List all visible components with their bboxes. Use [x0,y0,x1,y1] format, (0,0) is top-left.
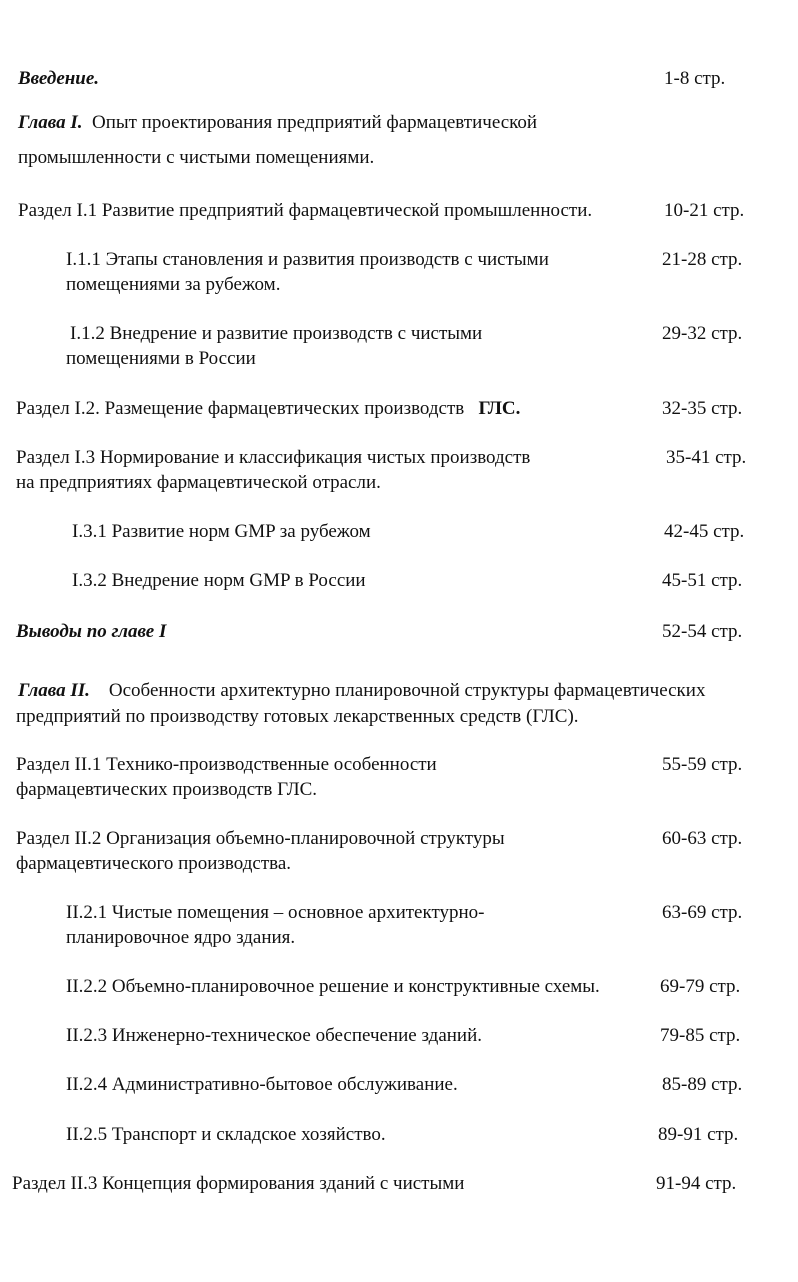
subsection-1-1-1-pages: 21-28 стр. [662,249,743,270]
chapter1-label: Глава I. [18,112,83,133]
chapter2-label: Глава II. [18,680,90,701]
section-1-3-line2: на предприятиях фармацевтической отрасли. [16,472,381,493]
subsection-1-1-2-pages: 29-32 стр. [662,323,743,344]
section-1-2-abbr: ГЛС. [478,398,521,419]
subsection-2-2-1-line2: планировочное ядро здания. [66,927,296,948]
subsection-2-2-2: II.2.2 Объемно-планировочное решение и конструктивные схемы. [66,976,600,997]
section-2-3: Раздел II.3 Концепция формирования зданий с чистыми [12,1173,465,1194]
section-2-3-pages: 91-94 стр. [656,1173,737,1194]
chapter1-title [18,110,537,136]
section-2-1-pages: 55-59 стр. [662,754,743,775]
section-1-1-pages: 10-21 стр. [664,200,745,221]
section-2-1: Раздел II.1 Технико-производственные особенности [16,754,437,775]
subsection-1-1-2-line2: помещениями в России [66,348,256,369]
subsection-2-2-4: II.2.4 Административно-бытовое обслуживание. [66,1074,458,1095]
subsection-1-1-1: I.1.1 Этапы становления и развития производств с чистыми [66,249,549,270]
section-2-1-line2: фармацевтических производств ГЛС. [16,779,318,800]
subsection-2-2-2-pages: 69-79 стр. [660,976,741,997]
subsection-2-2-3: II.2.3 Инженерно-техническое обеспечение зданий. [66,1025,483,1046]
subsection-2-2-5-pages: 89-91 стр. [658,1124,739,1145]
intro-label: Введение. [18,68,100,89]
chapter2-title [18,678,705,704]
chapter1-conclusions: Выводы по главе I [16,621,167,642]
chapter2-title-text: Особенности архитектурно планировочной структуры фармацевтических [108,680,706,701]
section-1-2-pages: 32-35 стр. [662,398,743,419]
section-1-3-pages: 35-41 стр. [666,447,747,468]
chapter2-title-line2: предприятий по производству готовых лекарственных средств (ГЛС). [16,706,579,727]
section-2-2-pages: 60-63 стр. [662,828,743,849]
chapter1-title-line2: промышленности с чистыми помещениями. [18,147,375,168]
chapter1-title-text: Опыт проектирования предприятий фармацевтической [91,112,538,133]
section-1-2-text: Раздел I.2. Размещение фармацевтических производств [16,398,465,419]
subsection-1-3-1: I.3.1 Развитие норм GMP за рубежом [72,521,371,542]
subsection-2-2-1: II.2.1 Чистые помещения – основное архитектурно- [66,902,485,923]
section-1-1: Раздел I.1 Развитие предприятий фармацевтической промышленности. [18,200,593,221]
chapter1-conclusions-pages: 52-54 стр. [662,621,743,642]
subsection-1-3-1-pages: 42-45 стр. [664,521,745,542]
section-2-2: Раздел II.2 Организация объемно-планировочной структуры [16,828,505,849]
subsection-1-1-1-line2: помещениями за рубежом. [66,274,281,295]
subsection-1-3-2-pages: 45-51 стр. [662,570,743,591]
subsection-2-2-1-pages: 63-69 стр. [662,902,743,923]
section-1-2 [16,396,520,422]
subsection-2-2-3-pages: 79-85 стр. [660,1025,741,1046]
subsection-1-3-2: I.3.2 Внедрение норм GMP в России [72,570,366,591]
intro-pages: 1-8 стр. [664,68,726,89]
subsection-2-2-4-pages: 85-89 стр. [662,1074,743,1095]
subsection-2-2-5: II.2.5 Транспорт и складское хозяйство. [66,1124,386,1145]
section-1-3: Раздел I.3 Нормирование и классификация чистых производств [16,447,531,468]
subsection-1-1-2: I.1.2 Внедрение и развитие производств с чистыми [70,323,483,344]
section-2-2-line2: фармацевтического производства. [16,853,292,874]
